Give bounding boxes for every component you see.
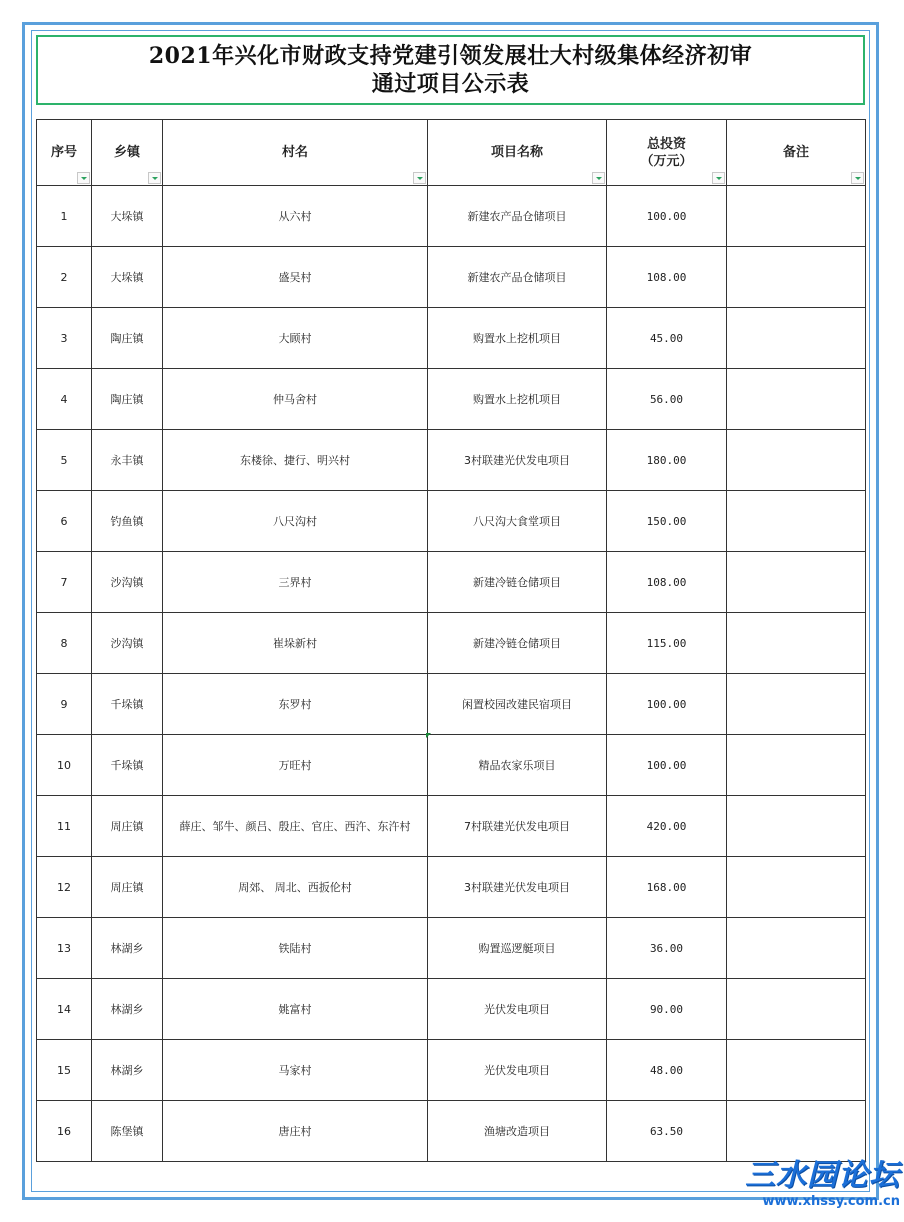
cell-seq[interactable]: 15 xyxy=(37,1040,92,1101)
cell-note[interactable] xyxy=(727,308,866,369)
table-row xyxy=(37,491,866,552)
cell-note[interactable] xyxy=(727,857,866,918)
filter-dropdown-icon[interactable] xyxy=(851,172,864,184)
table-row xyxy=(37,674,866,735)
cell-village[interactable]: 薛庄、邹牛、颜吕、殷庄、官庄、西汻、东汻村 xyxy=(163,796,428,857)
cell-project[interactable]: 购置巡逻艇项目 xyxy=(428,918,607,979)
cell-seq[interactable]: 6 xyxy=(37,491,92,552)
table-row xyxy=(37,613,866,674)
header-project xyxy=(428,120,607,186)
cell-investment[interactable]: 168.00 xyxy=(607,857,727,918)
cell-seq[interactable]: 1 xyxy=(37,186,92,247)
watermark-logo: 三水园论坛 xyxy=(745,1158,900,1193)
cell-investment[interactable]: 115.00 xyxy=(607,613,727,674)
cell-seq[interactable]: 4 xyxy=(37,369,92,430)
table-row xyxy=(37,1101,866,1162)
cell-investment[interactable]: 150.00 xyxy=(607,491,727,552)
cell-project[interactable]: 渔塘改造项目 xyxy=(428,1101,607,1162)
cell-seq[interactable]: 2 xyxy=(37,247,92,308)
header-project-label: 项目名称 xyxy=(490,145,543,160)
cell-town[interactable]: 大垛镇 xyxy=(92,186,163,247)
cell-comment-marker-icon xyxy=(426,733,431,738)
header-note-label: 备注 xyxy=(782,145,809,160)
cell-project[interactable]: 光伏发电项目 xyxy=(428,979,607,1040)
table-row xyxy=(37,857,866,918)
watermark xyxy=(735,1158,900,1216)
cell-investment[interactable]: 108.00 xyxy=(607,247,727,308)
page-title-line1: 2021年兴化市财政支持党建引领发展壮大村级集体经济初审 xyxy=(148,43,753,69)
filter-dropdown-icon[interactable] xyxy=(77,172,90,184)
cell-project[interactable]: 闲置校园改建民宿项目 xyxy=(428,674,607,735)
cell-note[interactable] xyxy=(727,979,866,1040)
cell-village[interactable]: 仲马舍村 xyxy=(163,369,428,430)
table-row xyxy=(37,796,866,857)
cell-seq[interactable]: 3 xyxy=(37,308,92,369)
cell-town[interactable]: 周庄镇 xyxy=(92,857,163,918)
cell-investment[interactable]: 100.00 xyxy=(607,186,727,247)
cell-project[interactable]: 购置水上挖机项目 xyxy=(428,308,607,369)
cell-note[interactable] xyxy=(727,1101,866,1162)
cell-investment[interactable]: 420.00 xyxy=(607,796,727,857)
cell-investment[interactable]: 56.00 xyxy=(607,369,727,430)
cell-investment[interactable]: 90.00 xyxy=(607,979,727,1040)
table-row xyxy=(37,369,866,430)
cell-seq[interactable]: 14 xyxy=(37,979,92,1040)
filter-dropdown-icon[interactable] xyxy=(148,172,161,184)
cell-note[interactable] xyxy=(727,674,866,735)
cell-town[interactable]: 沙沟镇 xyxy=(92,613,163,674)
cell-town[interactable]: 千垛镇 xyxy=(92,735,163,796)
cell-village[interactable]: 大顾村 xyxy=(163,308,428,369)
cell-note[interactable] xyxy=(727,613,866,674)
cell-investment[interactable]: 180.00 xyxy=(607,430,727,491)
cell-investment[interactable]: 100.00 xyxy=(607,735,727,796)
table-row xyxy=(37,552,866,613)
cell-village[interactable]: 东楼徐、捷行、明兴村 xyxy=(163,430,428,491)
filter-dropdown-icon[interactable] xyxy=(592,172,605,184)
cell-town[interactable]: 大垛镇 xyxy=(92,247,163,308)
cell-village[interactable]: 姚富村 xyxy=(163,979,428,1040)
watermark-url: www.xhssy.com.cn xyxy=(762,1194,900,1209)
cell-seq[interactable]: 5 xyxy=(37,430,92,491)
cell-seq[interactable]: 9 xyxy=(37,674,92,735)
table-row xyxy=(37,918,866,979)
cell-village[interactable]: 万旺村 xyxy=(163,735,428,796)
cell-investment[interactable]: 63.50 xyxy=(607,1101,727,1162)
table-row xyxy=(37,186,866,247)
header-investment-label: 总投资 xyxy=(646,136,686,152)
cell-project[interactable]: 7村联建光伏发电项目 xyxy=(428,796,607,857)
cell-village[interactable]: 三界村 xyxy=(163,552,428,613)
cell-project[interactable]: 光伏发电项目 xyxy=(428,1040,607,1101)
cell-note[interactable] xyxy=(727,247,866,308)
cell-project[interactable]: 3村联建光伏发电项目 xyxy=(428,430,607,491)
cell-seq[interactable]: 11 xyxy=(37,796,92,857)
header-investment xyxy=(607,120,727,186)
table-row xyxy=(37,247,866,308)
cell-project[interactable]: 新建农产品仓储项目 xyxy=(428,186,607,247)
filter-dropdown-icon[interactable] xyxy=(413,172,426,184)
cell-project[interactable]: 精品农家乐项目 xyxy=(428,735,607,796)
header-village xyxy=(163,120,428,186)
page-title-line2: 通过项目公示表 xyxy=(371,71,530,97)
cell-town[interactable]: 陶庄镇 xyxy=(92,369,163,430)
cell-town[interactable]: 永丰镇 xyxy=(92,430,163,491)
cell-investment[interactable]: 45.00 xyxy=(607,308,727,369)
cell-seq[interactable]: 7 xyxy=(37,552,92,613)
cell-note[interactable] xyxy=(727,369,866,430)
cell-town[interactable]: 林湖乡 xyxy=(92,1040,163,1101)
cell-seq[interactable]: 12 xyxy=(37,857,92,918)
header-town xyxy=(92,120,163,186)
cell-project[interactable]: 新建冷链仓储项目 xyxy=(428,552,607,613)
cell-project[interactable]: 新建农产品仓储项目 xyxy=(428,247,607,308)
cell-town[interactable]: 千垛镇 xyxy=(92,674,163,735)
cell-project[interactable]: 新建冷链仓储项目 xyxy=(428,613,607,674)
header-seq xyxy=(37,120,92,186)
table-row xyxy=(37,1040,866,1101)
cell-seq[interactable]: 16 xyxy=(37,1101,92,1162)
cell-investment[interactable]: 108.00 xyxy=(607,552,727,613)
cell-town[interactable]: 沙沟镇 xyxy=(92,552,163,613)
cell-village[interactable]: 唐庄村 xyxy=(163,1101,428,1162)
cell-investment[interactable]: 48.00 xyxy=(607,1040,727,1101)
project-table xyxy=(36,119,866,1162)
filter-dropdown-icon[interactable] xyxy=(712,172,725,184)
table-row xyxy=(37,979,866,1040)
cell-note[interactable] xyxy=(727,430,866,491)
cell-investment[interactable]: 100.00 xyxy=(607,674,727,735)
cell-note[interactable] xyxy=(727,735,866,796)
table-row xyxy=(37,308,866,369)
table-row xyxy=(37,430,866,491)
cell-village[interactable]: 八尺沟村 xyxy=(163,491,428,552)
cell-project[interactable]: 购置水上挖机项目 xyxy=(428,369,607,430)
cell-investment[interactable]: 36.00 xyxy=(607,918,727,979)
cell-town[interactable]: 钓鱼镇 xyxy=(92,491,163,552)
cell-note[interactable] xyxy=(727,491,866,552)
cell-village[interactable]: 马家村 xyxy=(163,1040,428,1101)
cell-seq[interactable]: 13 xyxy=(37,918,92,979)
cell-town[interactable]: 周庄镇 xyxy=(92,796,163,857)
cell-project[interactable]: 八尺沟大食堂项目 xyxy=(428,491,607,552)
cell-note[interactable] xyxy=(727,918,866,979)
header-seq-label: 序号 xyxy=(50,145,77,160)
cell-note[interactable] xyxy=(727,552,866,613)
table-row xyxy=(37,735,866,796)
cell-village[interactable]: 盛吴村 xyxy=(163,247,428,308)
table-body xyxy=(37,186,866,1162)
cell-village[interactable]: 周郊、 周北、西扳伦村 xyxy=(163,857,428,918)
cell-seq[interactable]: 10 xyxy=(37,735,92,796)
title-box xyxy=(36,35,865,105)
cell-village[interactable]: 铁陆村 xyxy=(163,918,428,979)
cell-town[interactable]: 林湖乡 xyxy=(92,918,163,979)
cell-note[interactable] xyxy=(727,186,866,247)
header-town-label: 乡镇 xyxy=(113,145,140,160)
cell-seq[interactable]: 8 xyxy=(37,613,92,674)
header-note xyxy=(727,120,866,186)
cell-note[interactable] xyxy=(727,1040,866,1101)
table-header-row xyxy=(37,120,866,186)
cell-project[interactable]: 3村联建光伏发电项目 xyxy=(428,857,607,918)
cell-village[interactable]: 崔垛新村 xyxy=(163,613,428,674)
cell-town[interactable]: 林湖乡 xyxy=(92,979,163,1040)
cell-village[interactable]: 东罗村 xyxy=(163,674,428,735)
header-investment-unit: （万元） xyxy=(640,153,693,169)
cell-village[interactable]: 从六村 xyxy=(163,186,428,247)
cell-note[interactable] xyxy=(727,796,866,857)
cell-town[interactable]: 陶庄镇 xyxy=(92,308,163,369)
cell-town[interactable]: 陈堡镇 xyxy=(92,1101,163,1162)
header-village-label: 村名 xyxy=(281,145,308,160)
